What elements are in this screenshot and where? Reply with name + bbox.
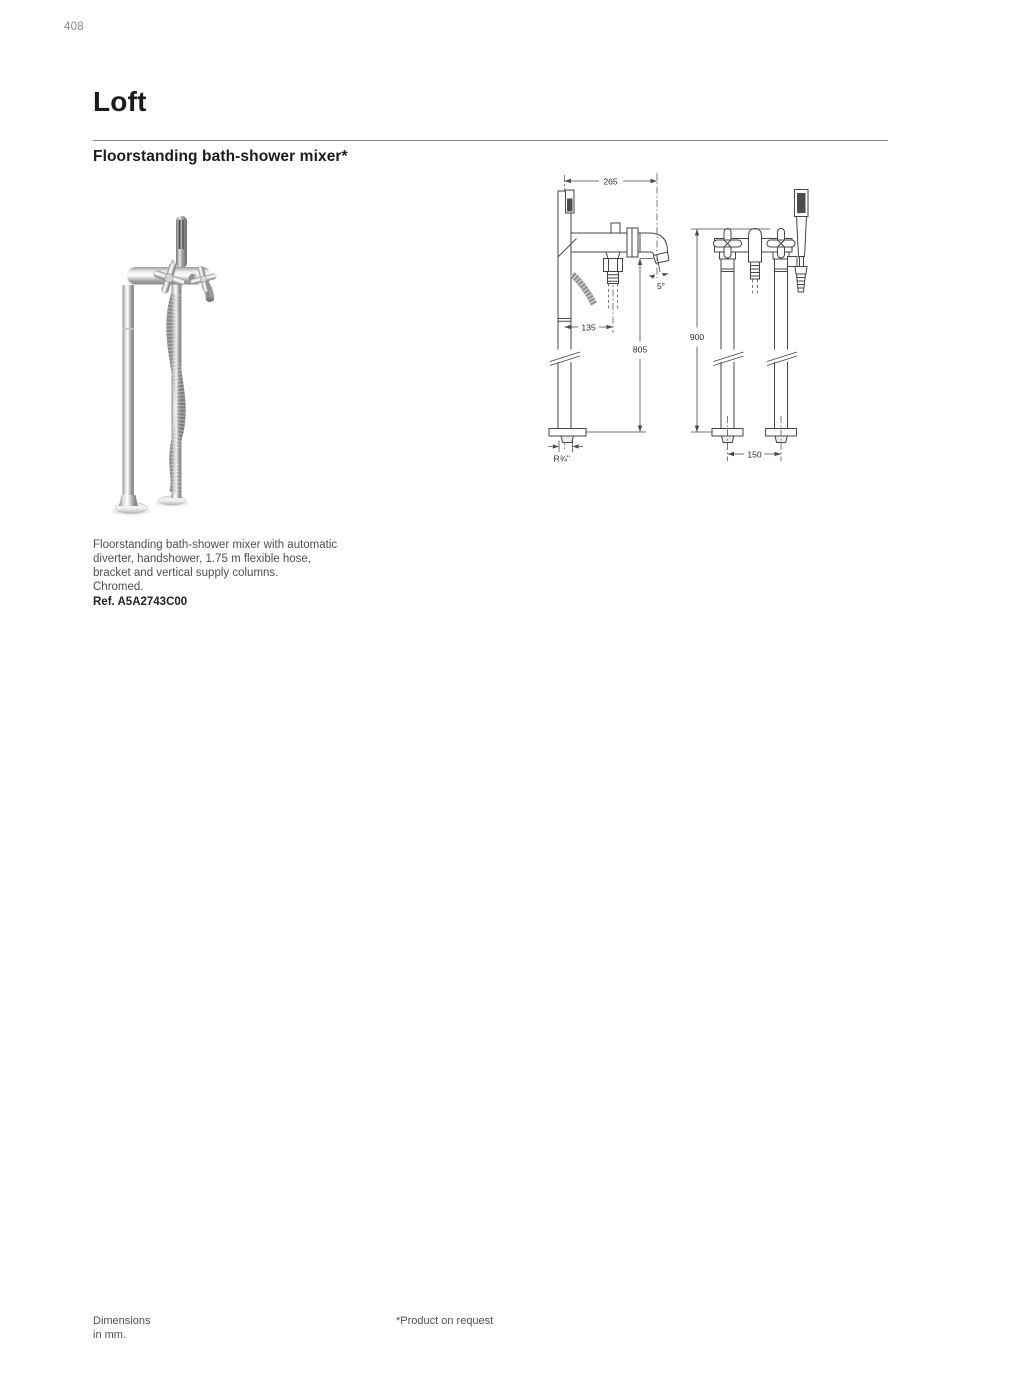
description-line: Chromed. bbox=[93, 581, 144, 593]
dim-total-height-label: 900 bbox=[689, 332, 705, 342]
product-on-request-note: *Product on request bbox=[396, 1315, 494, 1327]
technical-drawing bbox=[540, 168, 832, 470]
dim-angle-label: 5° bbox=[656, 281, 666, 291]
photo-mixer bbox=[112, 216, 219, 516]
dimensions-note-line: Dimensions bbox=[93, 1315, 151, 1327]
photo-handshower bbox=[176, 216, 187, 268]
dim-width-label: 265 bbox=[603, 176, 618, 187]
product-photo bbox=[103, 186, 278, 531]
photo-supply-column bbox=[123, 285, 135, 501]
product-reference: Ref. A5A2743C00 bbox=[93, 596, 188, 608]
description-line: bracket and vertical supply columns. bbox=[93, 567, 279, 579]
title-divider bbox=[93, 140, 888, 141]
section-title: Floorstanding bath-shower mixer* bbox=[93, 148, 348, 165]
product-description bbox=[93, 538, 363, 609]
dim-projection-label: 135 bbox=[581, 322, 596, 333]
dim-height-label: 805 bbox=[632, 344, 648, 355]
dim-thread-label: R¾" bbox=[553, 453, 570, 464]
dimensions-note bbox=[93, 1315, 150, 1342]
page-title: Loft bbox=[93, 86, 147, 117]
description-line: diverter, handshower, 1.75 m flexible hose, bbox=[93, 553, 311, 565]
side-view bbox=[549, 173, 670, 464]
dimensions-note-line: in mm. bbox=[93, 1328, 126, 1341]
page-number: 408 bbox=[64, 21, 84, 33]
dim-column-distance-label: 150 bbox=[747, 449, 762, 460]
description-line: Floorstanding bath-shower mixer with automatic bbox=[93, 539, 338, 551]
front-view bbox=[690, 190, 808, 462]
